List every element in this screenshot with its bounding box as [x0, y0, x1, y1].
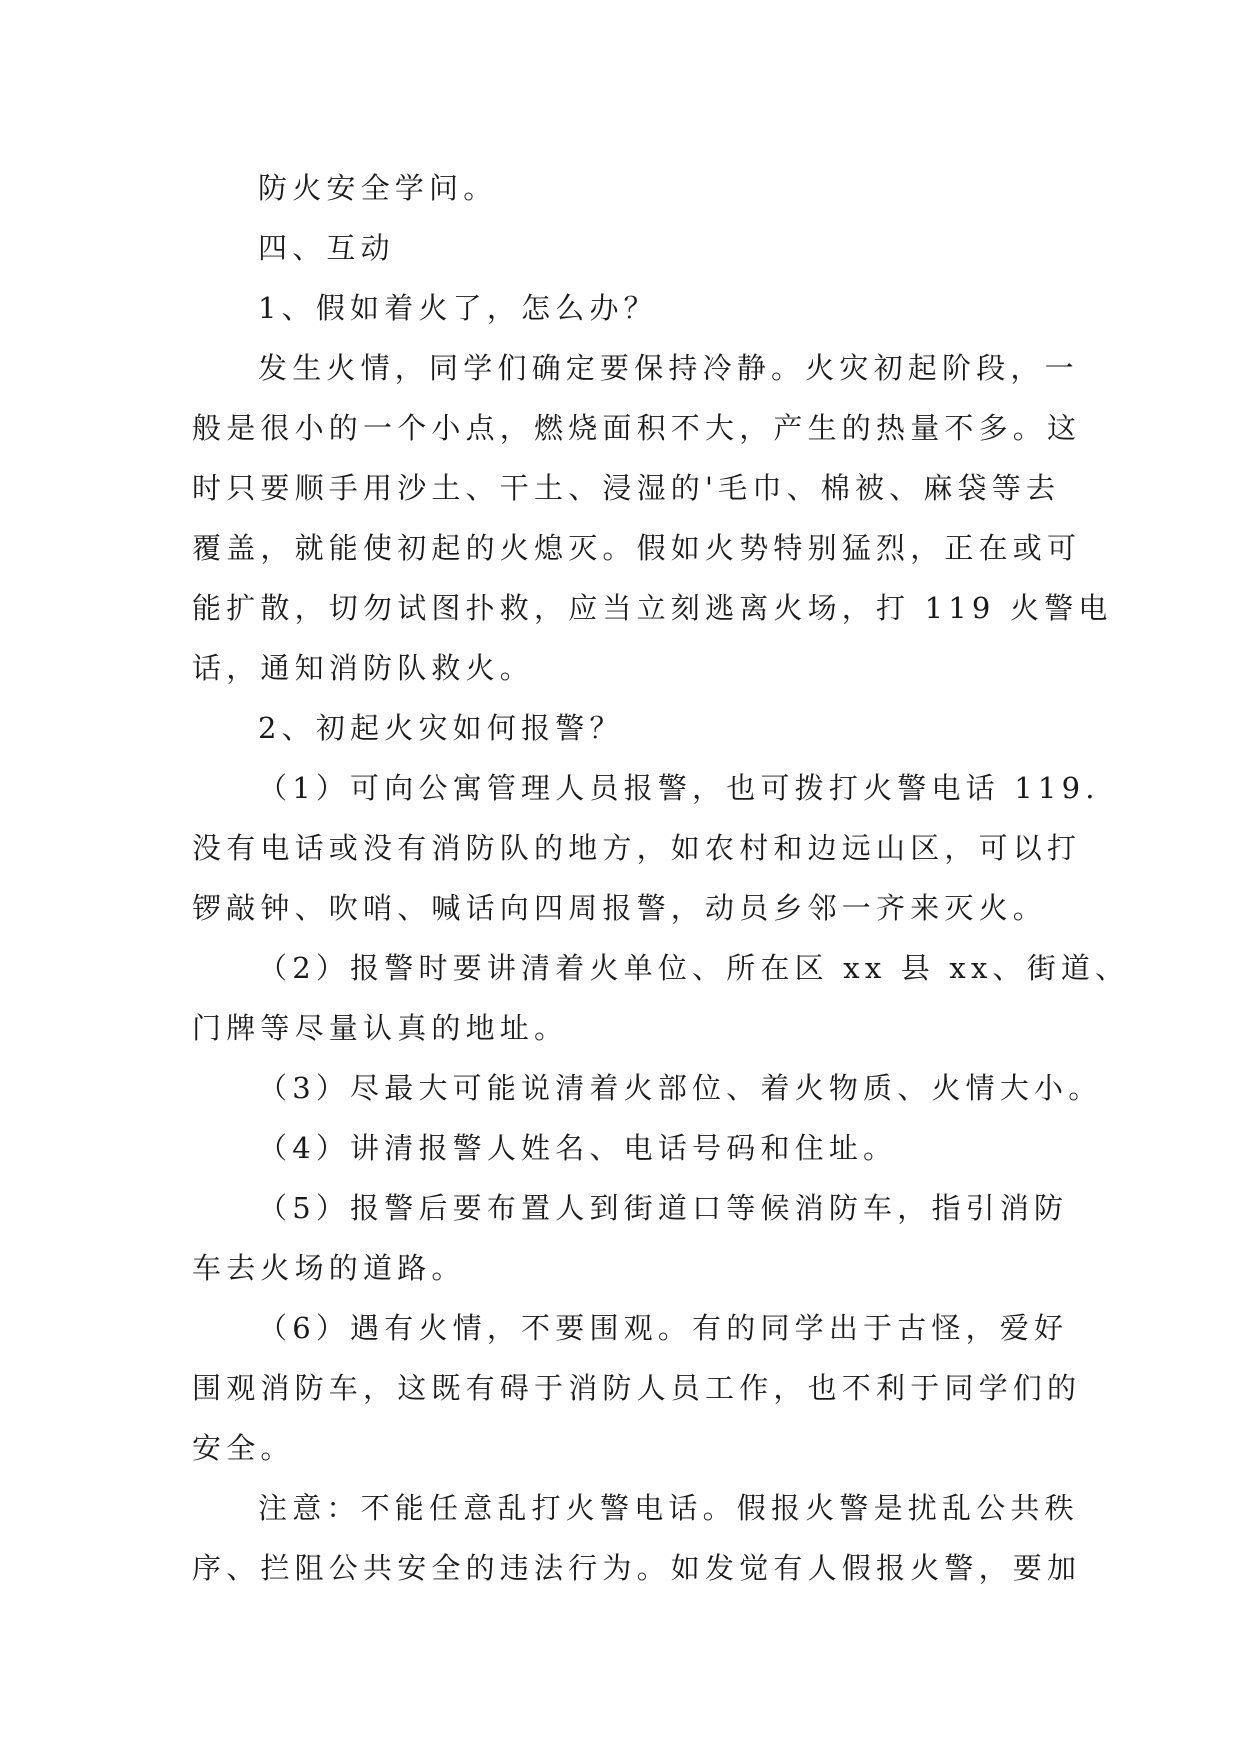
paragraph-line: 围观消防车，这既有碍于消防人员工作，也不利于同学们的 [192, 1371, 1082, 1405]
list-item-3: （3）尽最大可能说清着火部位、着火物质、火情大小。 [258, 1071, 1103, 1105]
list-item-1: （1）可向公寓管理人员报警，也可拨打火警电话 119. [258, 771, 1100, 805]
paragraph-line: 安全。 [192, 1431, 295, 1465]
list-item-5: （5）报警后要布置人到街道口等候消防车，指引消防 [258, 1191, 1069, 1225]
text-line-closing: 防火安全学问。 [258, 171, 498, 205]
paragraph-line: 门牌等尽量认真的地址。 [192, 1011, 569, 1045]
question-1: 1、假如着火了，怎么办？ [258, 291, 658, 325]
paragraph-line: 车去火场的道路。 [192, 1251, 466, 1285]
paragraph-line: 发生火情，同学们确定要保持冷静。火灾初起阶段，一 [258, 351, 1079, 385]
list-item-4: （4）讲清报警人姓名、电话号码和住址。 [258, 1131, 898, 1165]
question-2: 2、初起火灾如何报警？ [258, 711, 624, 745]
document-body [192, 158, 1130, 1598]
paragraph-line: 序、拦阻公共安全的违法行为。如发觉有人假报火警，要加 [192, 1551, 1082, 1585]
paragraph-line: 话，通知消防队救火。 [192, 651, 535, 685]
paragraph-line: 时只要顺手用沙土、干土、浸湿的'毛巾、棉被、麻袋等去 [192, 471, 1061, 505]
paragraph-line: 没有电话或没有消防队的地方，如农村和边远山区，可以打 [192, 831, 1082, 865]
paragraph-line: 般是很小的一个小点，燃烧面积不大，产生的热量不多。这 [192, 411, 1082, 445]
paragraph-line: 覆盖，就能使初起的火熄灭。假如火势特别猛烈，正在或可 [192, 531, 1082, 565]
section-heading-interaction: 四、互动 [258, 231, 395, 265]
paragraph-line: 能扩散，切勿试图扑救，应当立刻逃离火场，打 119 火警电 [192, 591, 1113, 625]
note-paragraph: 注意：不能任意乱打火警电话。假报火警是扰乱公共秩 [258, 1491, 1079, 1525]
list-item-2: （2）报警时要讲清着火单位、所在区 xx 县 xx、街道、 [258, 951, 1130, 985]
list-item-6: （6）遇有火情，不要围观。有的同学出于古怪，爱好 [258, 1311, 1069, 1345]
paragraph-line: 锣敲钟、吹哨、喊话向四周报警，动员乡邻一齐来灭火。 [192, 891, 1048, 925]
